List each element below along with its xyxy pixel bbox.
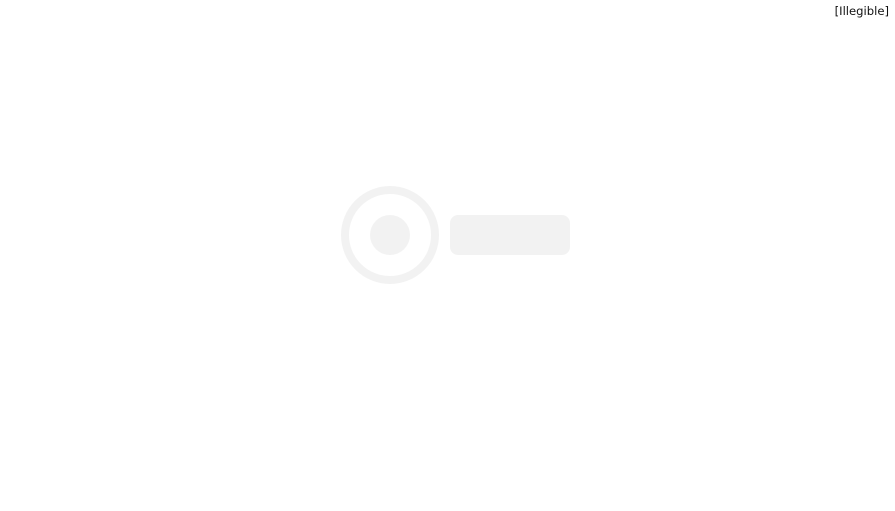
notice-body-text: [Illegible] [834,4,889,18]
watermark-logo [330,175,580,295]
